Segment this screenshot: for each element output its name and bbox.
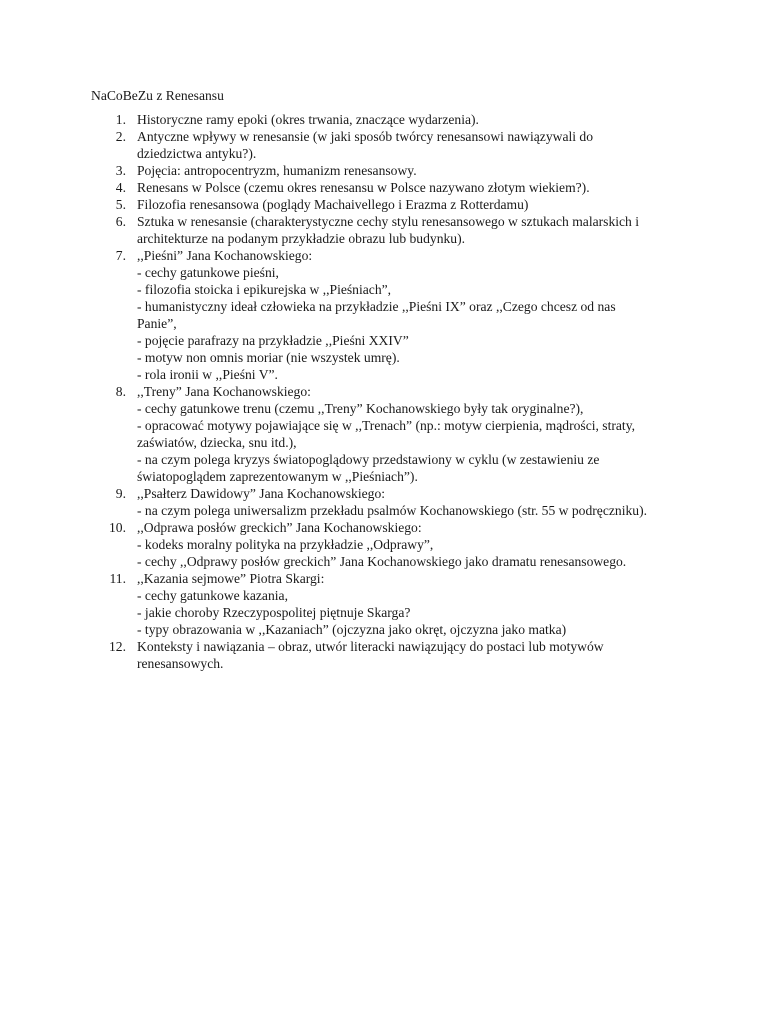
list-item-text-line: - na czym polega kryzys światopoglądowy przedstawiony w cyklu (w zestawieniu ze bbox=[137, 452, 600, 467]
list-item-heading: ,,Treny” Jana Kochanowskiego: bbox=[137, 384, 311, 399]
list-item-text-line: - kodeks moralny polityka na przykładzie ,,Odprawy”, bbox=[137, 537, 434, 552]
list-item bbox=[0, 638, 677, 672]
list-item bbox=[0, 162, 677, 179]
list-item bbox=[0, 128, 677, 162]
list-item-text-line: zaświatów, dziecka, snu itd.), bbox=[137, 435, 297, 450]
list-item bbox=[0, 213, 677, 247]
list-item bbox=[0, 485, 677, 519]
list-item-heading: Konteksty i nawiązania – obraz, utwór literacki nawiązujący do postaci lub motywów bbox=[137, 639, 604, 654]
list-item bbox=[0, 247, 677, 383]
list-item-text-line: - na czym polega uniwersalizm przekładu psalmów Kochanowskiego (str. 55 w podręczniku). bbox=[137, 503, 647, 518]
list-item-text-line: - jakie choroby Rzeczypospolitej piętnuje Skarga? bbox=[137, 605, 411, 620]
list-item-number: 7. bbox=[115, 248, 126, 263]
list-item-text-line: - filozofia stoicka i epikurejska w ,,Pieśniach”, bbox=[137, 282, 392, 297]
list-item bbox=[0, 111, 677, 128]
list-item-heading: Sztuka w renesansie (charakterystyczne cechy stylu renesansowego w sztukach malarskich i bbox=[137, 214, 640, 229]
list-item-text-line: Panie”, bbox=[137, 316, 177, 331]
list-item-heading: Filozofia renesansowa (poglądy Machaivellego i Erazma z Rotterdamu) bbox=[137, 197, 529, 212]
list-item bbox=[0, 519, 677, 570]
list-item-heading: Historyczne ramy epoki (okres trwania, znaczące wydarzenia). bbox=[137, 112, 479, 127]
list-item-heading: ,,Kazania sejmowe” Piotra Skargi: bbox=[137, 571, 325, 586]
list-item bbox=[0, 570, 677, 638]
list-item-number: 4. bbox=[115, 180, 126, 195]
list-item bbox=[0, 179, 677, 196]
list-item-text-line: - humanistyczny ideał człowieka na przykładzie ,,Pieśni IX” oraz ,,Czego chcesz od nas bbox=[137, 299, 616, 314]
list-item bbox=[0, 196, 677, 213]
topic-list bbox=[0, 111, 768, 672]
list-item-number: 3. bbox=[115, 163, 126, 178]
list-item-heading: Antyczne wpływy w renesansie (w jaki sposób twórcy renesansowi nawiązywali do bbox=[137, 129, 594, 144]
list-item-number: 11. bbox=[109, 571, 126, 586]
list-item-text-line: - motyw non omnis moriar (nie wszystek umrę). bbox=[137, 350, 400, 365]
list-item-number: 2. bbox=[115, 129, 126, 144]
list-item-number: 1. bbox=[115, 112, 126, 127]
list-item-text-line: - typy obrazowania w ,,Kazaniach” (ojczyzna jako okręt, ojczyzna jako matka) bbox=[137, 622, 567, 637]
list-item-text-line: - cechy gatunkowe pieśni, bbox=[137, 265, 279, 280]
list-item-text-line: - cechy gatunkowe kazania, bbox=[137, 588, 288, 603]
list-item-text-line: architekturze na podanym przykładzie obrazu lub budynku). bbox=[137, 231, 466, 246]
list-item-heading: Pojęcia: antropocentryzm, humanizm renesansowy. bbox=[137, 163, 417, 178]
list-item-text-line: - cechy ,,Odprawy posłów greckich” Jana Kochanowskiego jako dramatu renesansowego. bbox=[137, 554, 627, 569]
list-item-heading: ,,Pieśni” Jana Kochanowskiego: bbox=[137, 248, 313, 263]
list-item-number: 5. bbox=[115, 197, 126, 212]
list-item-text-line: - cechy gatunkowe trenu (czemu ,,Treny” Kochanowskiego były tak oryginalne?), bbox=[137, 401, 584, 416]
list-item-number: 12. bbox=[109, 639, 126, 654]
list-item bbox=[0, 383, 677, 485]
list-item-heading: ,,Psałterz Dawidowy” Jana Kochanowskiego: bbox=[137, 486, 386, 501]
document-title: NaCoBeZu z Renesansu bbox=[91, 88, 224, 103]
list-item-text-line: - rola ironii w ,,Pieśni V”. bbox=[137, 367, 278, 382]
list-item-text-line: - pojęcie parafrazy na przykładzie ,,Pieśni XXIV” bbox=[137, 333, 409, 348]
list-item-heading: Renesans w Polsce (czemu okres renesansu w Polsce nazywano złotym wiekiem?). bbox=[137, 180, 590, 195]
list-item-text-line: światopoglądem zaprezentowanym w ,,Pieśniach”). bbox=[137, 469, 418, 484]
list-item-number: 10. bbox=[109, 520, 126, 535]
list-item-text-line: renesansowych. bbox=[137, 656, 224, 671]
list-item-text-line: dziedzictwa antyku?). bbox=[137, 146, 257, 161]
list-item-number: 9. bbox=[115, 486, 126, 501]
list-item-number: 6. bbox=[115, 214, 126, 229]
list-item-text-line: - opracować motywy pojawiające się w ,,Trenach” (np.: motyw cierpienia, mądrości, straty, bbox=[137, 418, 636, 433]
list-item-number: 8. bbox=[115, 384, 126, 399]
list-item-heading: ,,Odprawa posłów greckich” Jana Kochanowskiego: bbox=[137, 520, 422, 535]
